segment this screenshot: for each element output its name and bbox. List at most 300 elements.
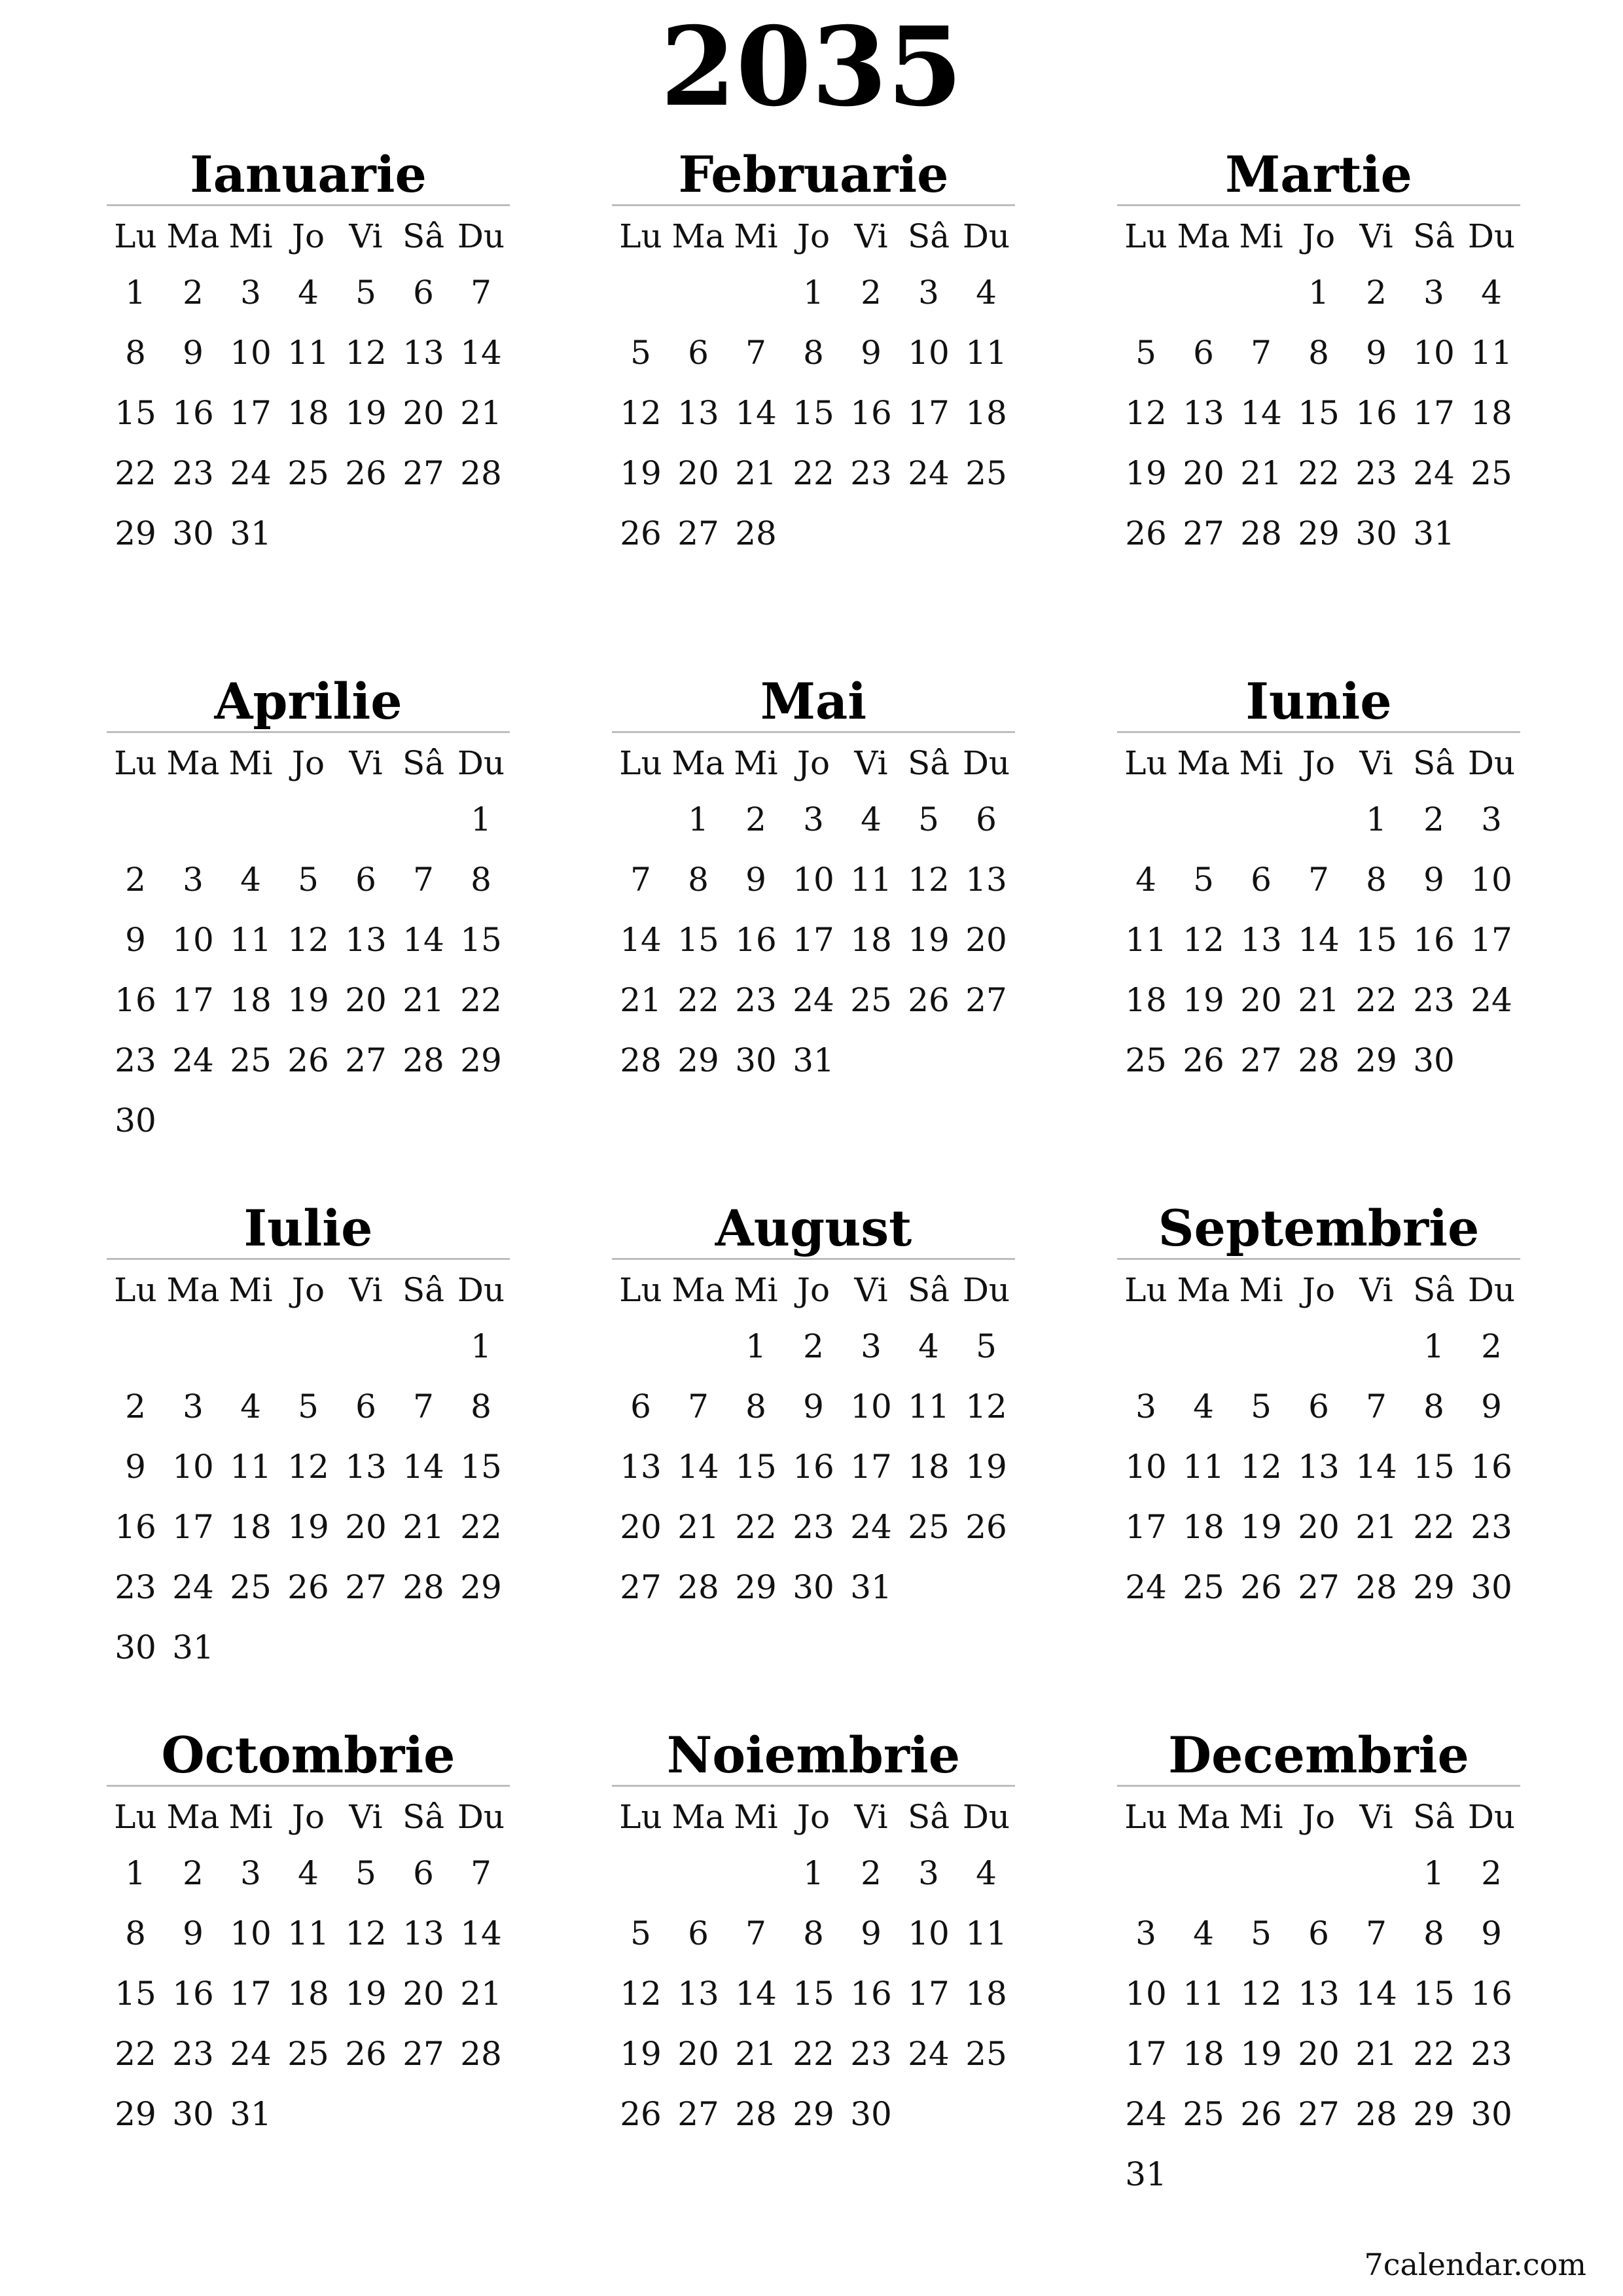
day-cell: 22 xyxy=(460,981,502,1019)
weekday-label: Lu xyxy=(114,744,157,782)
day-cell: 7 xyxy=(413,1388,434,1426)
weekday-label: Du xyxy=(1467,217,1516,255)
day-cell: 26 xyxy=(620,514,662,552)
weekday-label: Du xyxy=(962,1798,1010,1836)
day-cell: 31 xyxy=(230,514,272,552)
day-cell: 1 xyxy=(803,1854,824,1892)
day-cell: 21 xyxy=(460,1975,502,2013)
weekday-label: Lu xyxy=(1124,217,1168,255)
weekday-label: Mi xyxy=(1239,1798,1283,1836)
day-cell: 22 xyxy=(1298,454,1340,492)
day-cell: 19 xyxy=(345,394,387,432)
day-cell: 25 xyxy=(287,454,329,492)
day-cell: 9 xyxy=(861,1914,882,1952)
day-cell: 20 xyxy=(620,1508,662,1546)
weekday-label: Lu xyxy=(1124,744,1168,782)
day-cell: 1 xyxy=(1423,1327,1444,1365)
day-cell: 10 xyxy=(230,1914,272,1952)
day-cell: 6 xyxy=(1251,861,1272,899)
day-cell: 6 xyxy=(976,800,997,838)
weekday-label: Lu xyxy=(619,1271,662,1309)
day-cell: 22 xyxy=(735,1508,777,1546)
day-cell: 15 xyxy=(735,1448,777,1486)
day-cell: 3 xyxy=(918,1854,939,1892)
day-cell: 28 xyxy=(735,514,777,552)
empty-day-cell xyxy=(107,789,164,850)
month-noiembrie xyxy=(612,1719,1015,2144)
day-cell: 9 xyxy=(861,334,882,372)
weekday-label: Mi xyxy=(228,744,273,782)
day-cell: 11 xyxy=(287,334,329,372)
day-cell: 8 xyxy=(1366,861,1387,899)
day-cell: 22 xyxy=(793,2035,834,2073)
day-cell: 28 xyxy=(460,454,502,492)
day-cell: 3 xyxy=(803,800,824,838)
day-cell: 22 xyxy=(115,454,156,492)
day-cell: 20 xyxy=(402,1975,444,2013)
day-cell: 7 xyxy=(688,1388,709,1426)
weekday-label: Lu xyxy=(114,1798,157,1836)
day-cell: 29 xyxy=(1413,2095,1455,2133)
days-grid xyxy=(612,789,1015,1090)
days-grid xyxy=(1117,1316,1520,1617)
day-cell: 25 xyxy=(287,2035,329,2073)
day-cell: 18 xyxy=(965,1975,1007,2013)
day-cell: 26 xyxy=(345,2035,387,2073)
weekday-label: Lu xyxy=(619,1798,662,1836)
day-cell: 14 xyxy=(1240,394,1282,432)
day-cell: 28 xyxy=(460,2035,502,2073)
month-name: Februarie xyxy=(612,139,1015,206)
day-cell: 19 xyxy=(287,1508,329,1546)
day-cell: 4 xyxy=(976,274,997,312)
day-cell: 17 xyxy=(793,921,834,959)
weekday-header xyxy=(1117,1791,1520,1843)
day-cell: 8 xyxy=(471,861,491,899)
weekday-label: Ma xyxy=(166,1798,220,1836)
day-cell: 27 xyxy=(1183,514,1224,552)
day-cell: 17 xyxy=(230,394,272,432)
weekday-label: Du xyxy=(457,744,505,782)
empty-day-cell xyxy=(1117,262,1175,323)
day-cell: 14 xyxy=(460,334,502,372)
empty-day-cell xyxy=(1175,789,1232,850)
day-cell: 16 xyxy=(1471,1448,1512,1486)
day-cell: 26 xyxy=(908,981,950,1019)
day-cell: 8 xyxy=(803,334,824,372)
month-august xyxy=(612,1193,1015,1617)
day-cell: 17 xyxy=(172,981,214,1019)
day-cell: 21 xyxy=(735,454,777,492)
month-name: August xyxy=(612,1193,1015,1260)
footer-site: 7calendar.com xyxy=(1364,2247,1586,2282)
day-cell: 1 xyxy=(803,274,824,312)
day-cell: 28 xyxy=(735,2095,777,2133)
day-cell: 24 xyxy=(908,454,950,492)
month-mai xyxy=(612,666,1015,1090)
weekday-header xyxy=(612,1791,1015,1843)
day-cell: 25 xyxy=(1183,1568,1224,1606)
weekday-label: Sâ xyxy=(907,1798,950,1836)
empty-day-cell xyxy=(669,262,727,323)
month-name: Aprilie xyxy=(107,666,510,733)
day-cell: 16 xyxy=(850,394,892,432)
day-cell: 29 xyxy=(115,2095,156,2133)
day-cell: 1 xyxy=(1423,1854,1444,1892)
day-cell: 10 xyxy=(850,1388,892,1426)
day-cell: 11 xyxy=(965,1914,1007,1952)
day-cell: 16 xyxy=(735,921,777,959)
empty-day-cell xyxy=(164,1316,222,1376)
day-cell: 6 xyxy=(413,1854,434,1892)
month-iunie xyxy=(1117,666,1520,1090)
day-cell: 8 xyxy=(471,1388,491,1426)
day-cell: 27 xyxy=(345,1041,387,1079)
weekday-label: Jo xyxy=(1302,1798,1336,1836)
month-ianuarie xyxy=(107,139,510,564)
weekday-label: Lu xyxy=(1124,1271,1168,1309)
day-cell: 11 xyxy=(287,1914,329,1952)
day-cell: 19 xyxy=(620,454,662,492)
month-septembrie xyxy=(1117,1193,1520,1617)
day-cell: 16 xyxy=(1413,921,1455,959)
empty-day-cell xyxy=(1347,1316,1405,1376)
day-cell: 17 xyxy=(850,1448,892,1486)
empty-day-cell xyxy=(279,789,337,850)
day-cell: 15 xyxy=(115,1975,156,2013)
weekday-label: Vi xyxy=(349,1271,383,1309)
day-cell: 28 xyxy=(402,1568,444,1606)
day-cell: 10 xyxy=(172,1448,214,1486)
days-grid xyxy=(612,1843,1015,2144)
day-cell: 22 xyxy=(1413,1508,1455,1546)
year-title: 2035 xyxy=(660,3,963,131)
empty-day-cell xyxy=(1232,1316,1290,1376)
day-cell: 17 xyxy=(1471,921,1512,959)
day-cell: 15 xyxy=(460,921,502,959)
day-cell: 2 xyxy=(183,274,204,312)
day-cell: 23 xyxy=(1471,2035,1512,2073)
day-cell: 13 xyxy=(402,1914,444,1952)
day-cell: 30 xyxy=(793,1568,834,1606)
weekday-label: Vi xyxy=(349,1798,383,1836)
day-cell: 17 xyxy=(908,1975,950,2013)
day-cell: 12 xyxy=(620,394,662,432)
empty-day-cell xyxy=(669,1316,727,1376)
day-cell: 11 xyxy=(965,334,1007,372)
empty-day-cell xyxy=(1290,789,1347,850)
day-cell: 30 xyxy=(735,1041,777,1079)
weekday-header xyxy=(612,737,1015,789)
days-grid xyxy=(107,1316,510,1677)
day-cell: 13 xyxy=(1298,1975,1340,2013)
empty-day-cell xyxy=(107,1316,164,1376)
day-cell: 1 xyxy=(125,274,146,312)
weekday-label: Sâ xyxy=(907,1271,950,1309)
day-cell: 7 xyxy=(1251,334,1272,372)
day-cell: 4 xyxy=(861,800,882,838)
day-cell: 29 xyxy=(1355,1041,1397,1079)
weekday-label: Jo xyxy=(796,217,830,255)
day-cell: 20 xyxy=(1183,454,1224,492)
day-cell: 27 xyxy=(965,981,1007,1019)
empty-day-cell xyxy=(1347,1843,1405,1903)
empty-day-cell xyxy=(279,1316,337,1376)
day-cell: 25 xyxy=(908,1508,950,1546)
day-cell: 30 xyxy=(1471,2095,1512,2133)
weekday-label: Mi xyxy=(734,1271,778,1309)
weekday-label: Du xyxy=(457,217,505,255)
days-grid xyxy=(1117,262,1520,564)
day-cell: 9 xyxy=(803,1388,824,1426)
month-name: Mai xyxy=(612,666,1015,733)
day-cell: 8 xyxy=(1423,1914,1444,1952)
day-cell: 24 xyxy=(1413,454,1455,492)
day-cell: 9 xyxy=(183,334,204,372)
day-cell: 17 xyxy=(1413,394,1455,432)
day-cell: 3 xyxy=(1135,1914,1156,1952)
day-cell: 10 xyxy=(1413,334,1455,372)
day-cell: 2 xyxy=(1481,1327,1502,1365)
day-cell: 23 xyxy=(1471,1508,1512,1546)
day-cell: 14 xyxy=(460,1914,502,1952)
month-aprilie xyxy=(107,666,510,1151)
day-cell: 3 xyxy=(861,1327,882,1365)
weekday-label: Sâ xyxy=(1412,217,1455,255)
empty-day-cell xyxy=(222,1316,279,1376)
day-cell: 9 xyxy=(125,921,146,959)
weekday-label: Vi xyxy=(854,1271,888,1309)
day-cell: 22 xyxy=(677,981,719,1019)
day-cell: 29 xyxy=(793,2095,834,2133)
day-cell: 16 xyxy=(115,981,156,1019)
day-cell: 27 xyxy=(677,514,719,552)
day-cell: 20 xyxy=(677,454,719,492)
weekday-label: Vi xyxy=(854,217,888,255)
day-cell: 5 xyxy=(1251,1388,1272,1426)
day-cell: 3 xyxy=(240,274,261,312)
weekday-label: Ma xyxy=(671,744,725,782)
day-cell: 16 xyxy=(1471,1975,1512,2013)
day-cell: 5 xyxy=(298,1388,319,1426)
day-cell: 22 xyxy=(115,2035,156,2073)
month-name: Octombrie xyxy=(107,1719,510,1787)
day-cell: 8 xyxy=(803,1914,824,1952)
day-cell: 30 xyxy=(1471,1568,1512,1606)
day-cell: 31 xyxy=(1125,2155,1167,2193)
day-cell: 19 xyxy=(1183,981,1224,1019)
weekday-label: Vi xyxy=(1359,1271,1393,1309)
day-cell: 5 xyxy=(1193,861,1214,899)
day-cell: 15 xyxy=(115,394,156,432)
day-cell: 9 xyxy=(1423,861,1444,899)
month-name: Septembrie xyxy=(1117,1193,1520,1260)
day-cell: 22 xyxy=(1413,2035,1455,2073)
month-name: Iunie xyxy=(1117,666,1520,733)
weekday-header xyxy=(107,737,510,789)
day-cell: 6 xyxy=(1193,334,1214,372)
day-cell: 3 xyxy=(1481,800,1502,838)
day-cell: 7 xyxy=(1366,1914,1387,1952)
day-cell: 18 xyxy=(850,921,892,959)
empty-day-cell xyxy=(1290,1316,1347,1376)
day-cell: 31 xyxy=(850,1568,892,1606)
day-cell: 11 xyxy=(1125,921,1167,959)
day-cell: 15 xyxy=(460,1448,502,1486)
day-cell: 6 xyxy=(1308,1914,1329,1952)
day-cell: 5 xyxy=(355,1854,376,1892)
day-cell: 2 xyxy=(125,1388,146,1426)
day-cell: 25 xyxy=(1471,454,1512,492)
days-grid xyxy=(107,1843,510,2144)
day-cell: 16 xyxy=(793,1448,834,1486)
day-cell: 21 xyxy=(402,1508,444,1546)
empty-day-cell xyxy=(1232,789,1290,850)
day-cell: 17 xyxy=(172,1508,214,1546)
day-cell: 13 xyxy=(677,394,719,432)
day-cell: 29 xyxy=(115,514,156,552)
day-cell: 30 xyxy=(172,2095,214,2133)
day-cell: 6 xyxy=(688,1914,709,1952)
day-cell: 13 xyxy=(1298,1448,1340,1486)
day-cell: 4 xyxy=(1135,861,1156,899)
day-cell: 23 xyxy=(850,2035,892,2073)
day-cell: 8 xyxy=(125,1914,146,1952)
weekday-label: Sâ xyxy=(1412,1798,1455,1836)
day-cell: 13 xyxy=(402,334,444,372)
day-cell: 5 xyxy=(298,861,319,899)
day-cell: 2 xyxy=(861,1854,882,1892)
day-cell: 13 xyxy=(620,1448,662,1486)
month-name: Martie xyxy=(1117,139,1520,206)
day-cell: 5 xyxy=(355,274,376,312)
day-cell: 8 xyxy=(745,1388,766,1426)
empty-day-cell xyxy=(669,1843,727,1903)
day-cell: 23 xyxy=(172,2035,214,2073)
day-cell: 26 xyxy=(965,1508,1007,1546)
day-cell: 10 xyxy=(1471,861,1512,899)
empty-day-cell xyxy=(1232,262,1290,323)
day-cell: 25 xyxy=(965,2035,1007,2073)
day-cell: 2 xyxy=(125,861,146,899)
day-cell: 11 xyxy=(1183,1975,1224,2013)
month-iulie xyxy=(107,1193,510,1677)
empty-day-cell xyxy=(1117,1843,1175,1903)
day-cell: 25 xyxy=(230,1041,272,1079)
day-cell: 1 xyxy=(1308,274,1329,312)
weekday-label: Jo xyxy=(796,1271,830,1309)
days-grid xyxy=(1117,789,1520,1090)
day-cell: 7 xyxy=(1308,861,1329,899)
weekday-label: Du xyxy=(457,1798,505,1836)
day-cell: 7 xyxy=(745,334,766,372)
empty-day-cell xyxy=(395,1316,452,1376)
month-octombrie xyxy=(107,1719,510,2144)
day-cell: 2 xyxy=(1423,800,1444,838)
weekday-label: Ma xyxy=(1177,1271,1230,1309)
day-cell: 15 xyxy=(1413,1975,1455,2013)
day-cell: 12 xyxy=(345,1914,387,1952)
day-cell: 4 xyxy=(1193,1388,1214,1426)
day-cell: 19 xyxy=(1125,454,1167,492)
weekday-label: Mi xyxy=(734,217,778,255)
day-cell: 27 xyxy=(402,454,444,492)
day-cell: 20 xyxy=(345,981,387,1019)
day-cell: 21 xyxy=(1355,2035,1397,2073)
day-cell: 20 xyxy=(965,921,1007,959)
day-cell: 24 xyxy=(230,454,272,492)
month-februarie xyxy=(612,139,1015,564)
day-cell: 5 xyxy=(918,800,939,838)
day-cell: 24 xyxy=(172,1041,214,1079)
month-name: Ianuarie xyxy=(107,139,510,206)
day-cell: 25 xyxy=(965,454,1007,492)
day-cell: 31 xyxy=(172,1628,214,1666)
day-cell: 2 xyxy=(1481,1854,1502,1892)
weekday-header xyxy=(1117,1264,1520,1316)
day-cell: 13 xyxy=(677,1975,719,2013)
day-cell: 10 xyxy=(172,921,214,959)
day-cell: 7 xyxy=(413,861,434,899)
month-decembrie xyxy=(1117,1719,1520,2204)
day-cell: 4 xyxy=(918,1327,939,1365)
day-cell: 23 xyxy=(172,454,214,492)
day-cell: 7 xyxy=(471,1854,491,1892)
day-cell: 2 xyxy=(1366,274,1387,312)
day-cell: 15 xyxy=(1298,394,1340,432)
day-cell: 28 xyxy=(1355,1568,1397,1606)
day-cell: 24 xyxy=(1125,2095,1167,2133)
weekday-label: Jo xyxy=(1302,744,1336,782)
weekday-label: Vi xyxy=(349,217,383,255)
day-cell: 29 xyxy=(735,1568,777,1606)
day-cell: 20 xyxy=(402,394,444,432)
weekday-label: Jo xyxy=(291,744,325,782)
day-cell: 26 xyxy=(345,454,387,492)
weekday-label: Vi xyxy=(854,744,888,782)
day-cell: 19 xyxy=(287,981,329,1019)
day-cell: 17 xyxy=(908,394,950,432)
day-cell: 15 xyxy=(793,1975,834,2013)
day-cell: 17 xyxy=(230,1975,272,2013)
weekday-label: Mi xyxy=(1239,1271,1283,1309)
day-cell: 30 xyxy=(172,514,214,552)
day-cell: 12 xyxy=(345,334,387,372)
day-cell: 2 xyxy=(183,1854,204,1892)
day-cell: 30 xyxy=(850,2095,892,2133)
day-cell: 26 xyxy=(1125,514,1167,552)
day-cell: 2 xyxy=(745,800,766,838)
day-cell: 20 xyxy=(345,1508,387,1546)
day-cell: 3 xyxy=(918,274,939,312)
weekday-header xyxy=(107,1791,510,1843)
day-cell: 26 xyxy=(1240,1568,1282,1606)
day-cell: 24 xyxy=(850,1508,892,1546)
weekday-header xyxy=(107,210,510,262)
weekday-header xyxy=(107,1264,510,1316)
day-cell: 21 xyxy=(1355,1508,1397,1546)
day-cell: 4 xyxy=(1193,1914,1214,1952)
day-cell: 23 xyxy=(115,1568,156,1606)
day-cell: 18 xyxy=(230,1508,272,1546)
day-cell: 30 xyxy=(115,1102,156,1139)
day-cell: 18 xyxy=(908,1448,950,1486)
day-cell: 10 xyxy=(230,334,272,372)
day-cell: 27 xyxy=(1240,1041,1282,1079)
day-cell: 24 xyxy=(1471,981,1512,1019)
empty-day-cell xyxy=(727,262,785,323)
day-cell: 16 xyxy=(172,394,214,432)
